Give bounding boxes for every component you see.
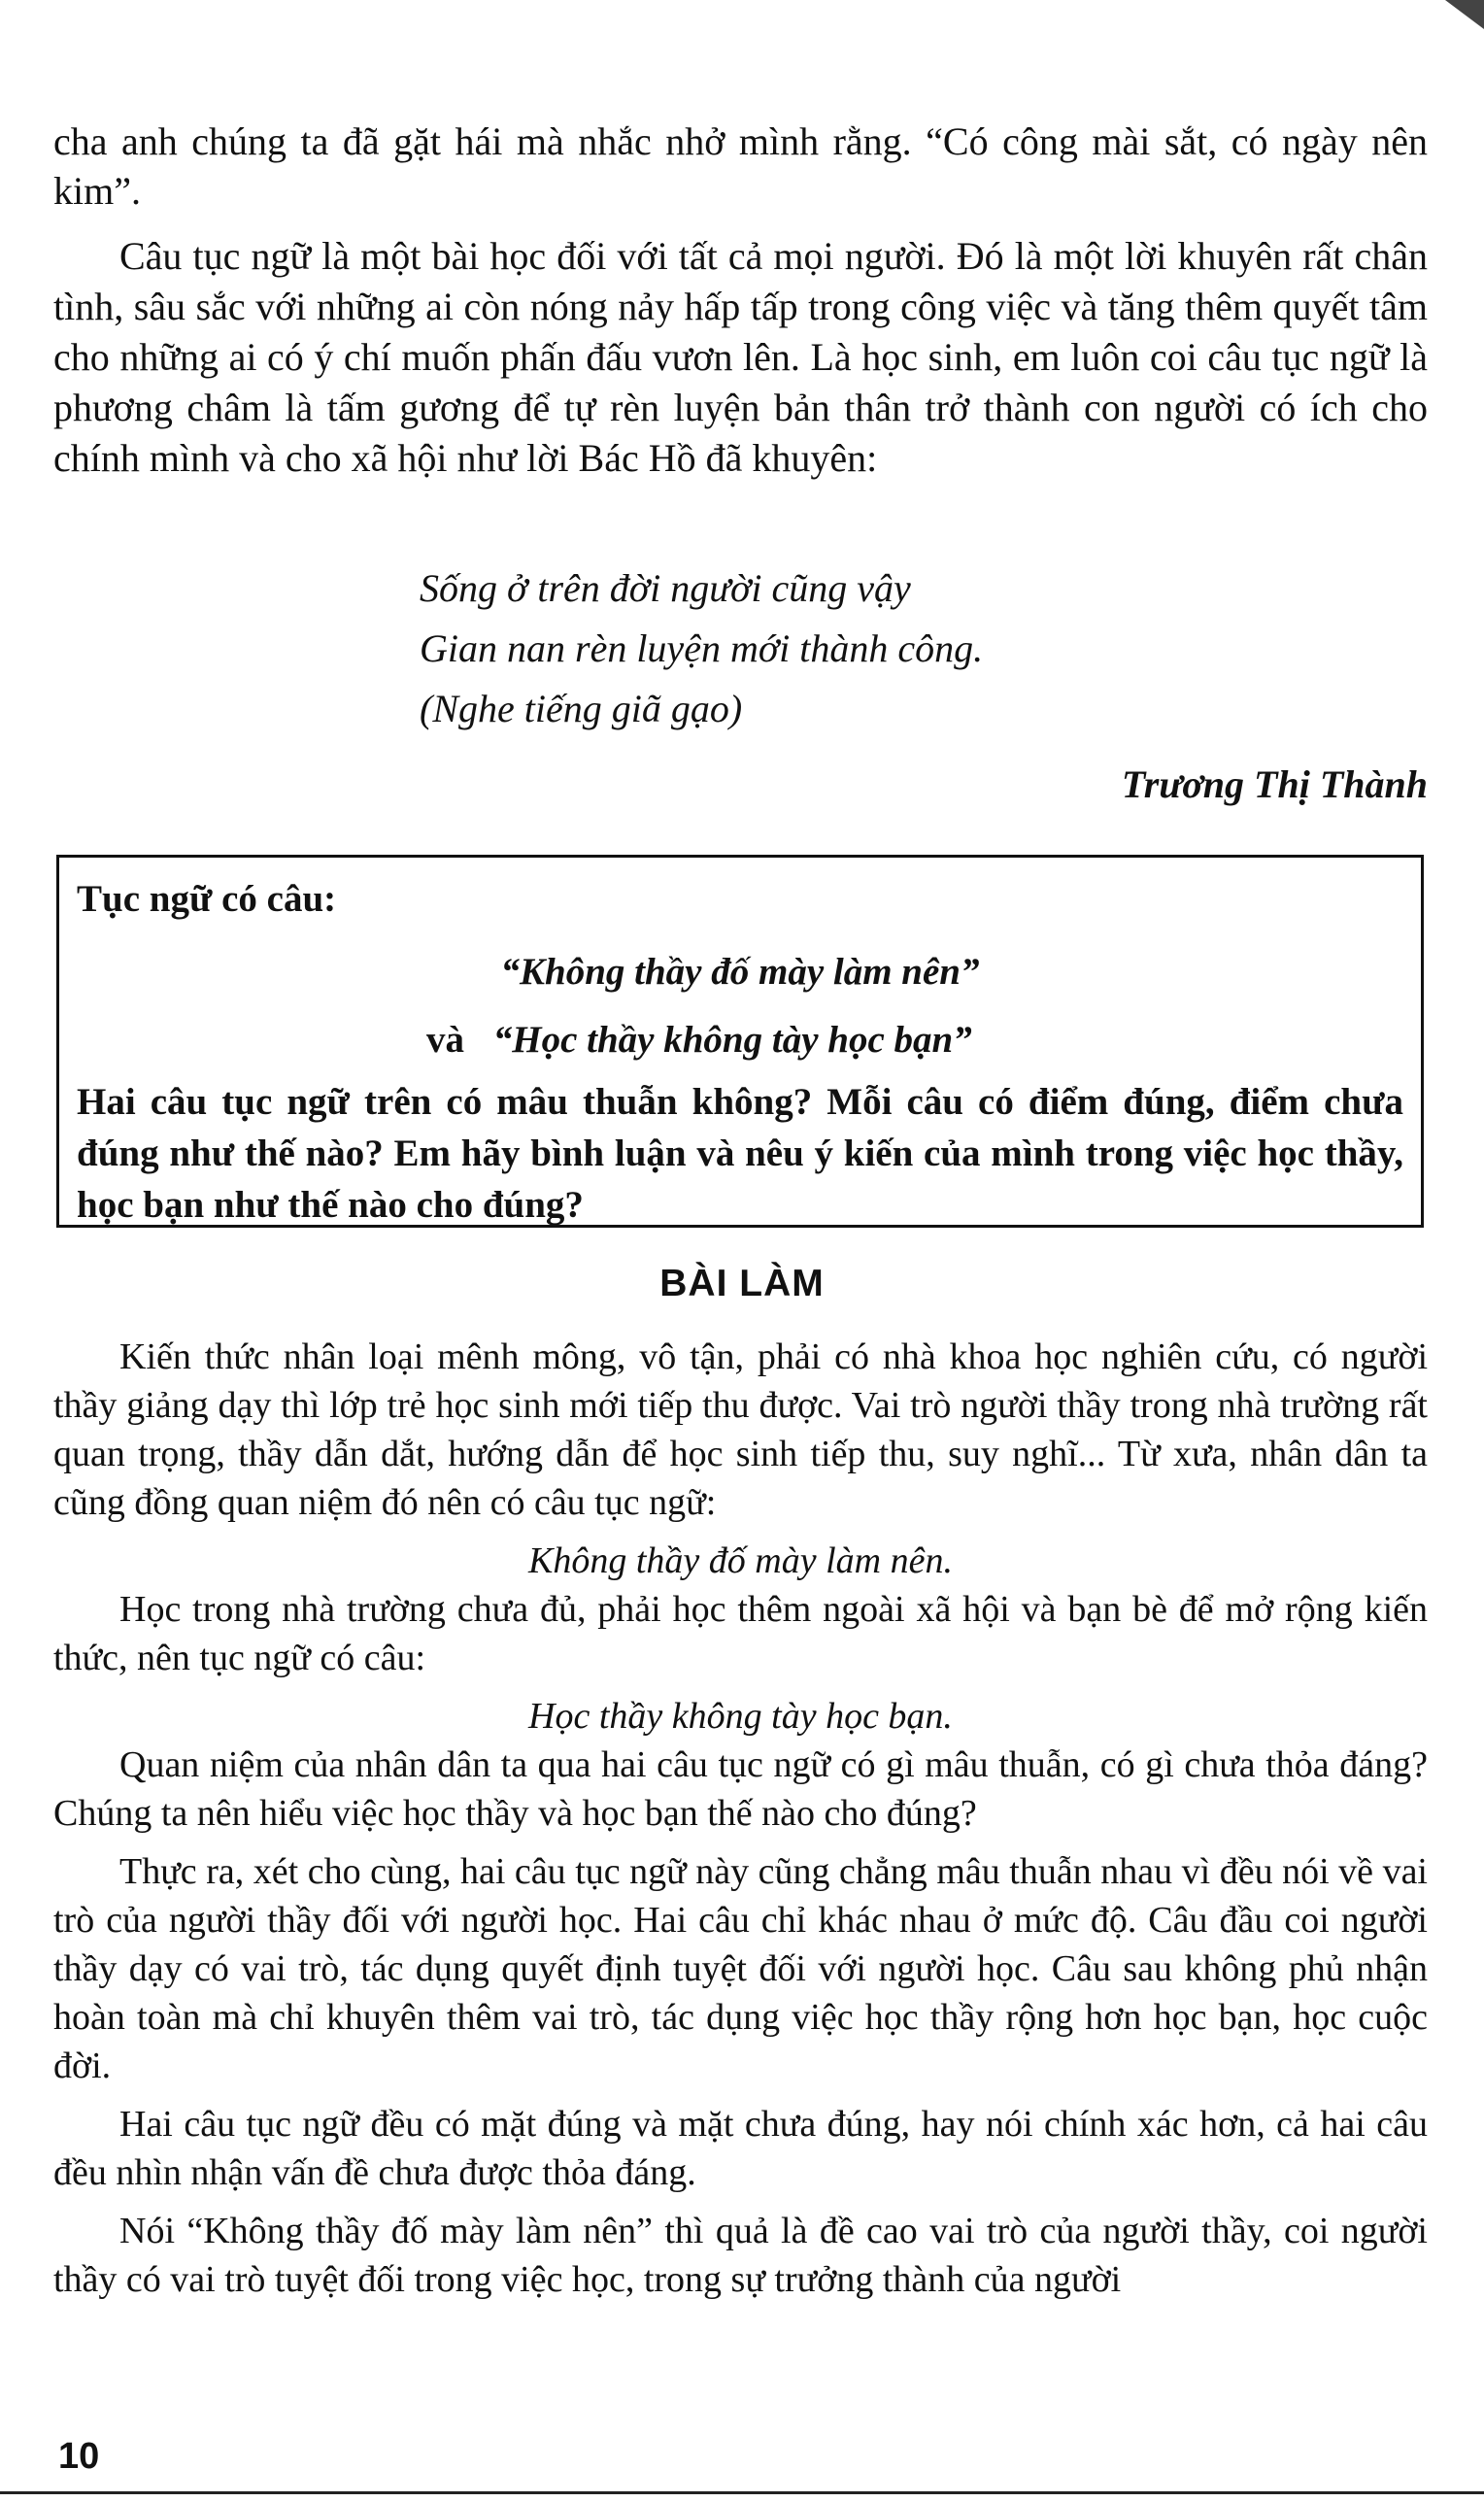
poem-line-1: Sống ở trên đời người cũng vậy: [420, 566, 911, 610]
proverb-connector: và: [426, 1019, 464, 1061]
proverb-quote-2: “Học thầy không tày học bạn”: [492, 1019, 972, 1061]
essay-paragraph-1: Kiến thức nhân loại mênh mông, vô tận, phải có nhà khoa học nghiên cứu, có người thầy giảng dạy thì lớp trẻ học sinh mới tiếp thu được. Vai trò người thầy trong nhà trường rất quan trọng, thầy dẫn dắt, hướng dẫn để học sinh tiếp thu, suy nghĩ... Từ xưa, nhân dân ta cũng đồng quan niệm đó nên có câu tục ngữ:: [53, 1336, 1428, 1523]
proverb-quote-2-line: [426, 1018, 972, 1062]
essay-paragraph-6: Nói “Không thầy đố mày làm nên” thì quả là đề cao vai trò của người thầy, coi người thầy có vai trò tuyệt đối trong việc học, trong sự trưởng thành của người: [53, 2211, 1428, 2300]
essay-quote-2: Học thầy không tày học bạn.: [528, 1696, 953, 1737]
intro-paragraph-text: Câu tục ngữ là một bài học đối với tất cả mọi người. Đó là một lời khuyên rất chân tình, sâu sắc với những ai còn nóng nảy hấp tấp trong công việc và tăng thêm quyết tâm cho những ai có ý chí muốn phấn đấu vươn lên. Là học sinh, em luôn coi câu tục ngữ là phương châm là tấm gương để tự rèn luyện bản thân trở thành con người có ích cho chính mình và cho xã hội như lời Bác Hồ đã khuyên:: [53, 234, 1428, 480]
section-heading: BÀI LÀM: [659, 1263, 825, 1304]
top-paragraph: [53, 117, 1428, 216]
top-paragraph-text: cha anh chúng ta đã gặt hái mà nhắc nhở mình rằng. “Có công mài sắt, có ngày nên kim”.: [53, 119, 1428, 213]
page-bottom-edge: [0, 2491, 1484, 2494]
poem-line-2: Gian nan rèn luyện mới thành công.: [420, 626, 984, 670]
intro-paragraph: [53, 231, 1428, 484]
essay-paragraph-2: Học trong nhà trường chưa đủ, phải học thêm ngoài xã hội và bạn bè để mở rộng kiến thức, nên tục ngữ có câu:: [53, 1589, 1428, 1678]
essay-quote-1: Không thầy đố mày làm nên.: [528, 1540, 953, 1581]
poem-source: (Nghe tiếng giã gạo): [420, 687, 743, 730]
assignment-question: Hai câu tục ngữ trên có mâu thuẫn không? Mỗi câu có điểm đúng, điểm chưa đúng như thế nào? Em hãy bình luận và nêu ý kiến của mình trong việc học thầy, học bạn như thế nào cho đúng?: [77, 1081, 1403, 1226]
essay-body: [53, 1333, 1428, 2304]
page-number: 10: [58, 2436, 100, 2477]
page-corner-fold: [1426, 0, 1484, 39]
essay-paragraph-5: Hai câu tục ngữ đều có mặt đúng và mặt chưa đúng, hay nói chính xác hơn, cả hai câu đều nhìn nhận vấn đề chưa được thỏa đáng.: [53, 2104, 1428, 2193]
proverb-quote-1: “Không thầy đố mày làm nên”: [500, 951, 980, 993]
poem-quote: [420, 558, 983, 739]
essay-paragraph-3: Quan niệm của nhân dân ta qua hai câu tục ngữ có gì mâu thuẫn, có gì chưa thỏa đáng? Chúng ta nên hiểu việc học thầy và học bạn thế nào cho đúng?: [53, 1744, 1428, 1834]
assignment-intro: Tục ngữ có câu:: [77, 878, 337, 920]
author-signature: Trương Thị Thành: [1121, 762, 1428, 806]
assignment-box: [56, 855, 1424, 1228]
essay-paragraph-4: Thực ra, xét cho cùng, hai câu tục ngữ này cũng chẳng mâu thuẫn nhau vì đều nói về vai trò của người thầy đối với người học. Hai câu chỉ khác nhau ở mức độ. Câu đầu coi người thầy dạy có vai trò, tác dụng quyết định tuyệt đối với người học. Câu sau không phủ nhận hoàn toàn mà chỉ khuyên thêm vai trò, tác dụng việc học thầy rộng hơn học bạn, học cuộc đời.: [53, 1851, 1428, 2086]
